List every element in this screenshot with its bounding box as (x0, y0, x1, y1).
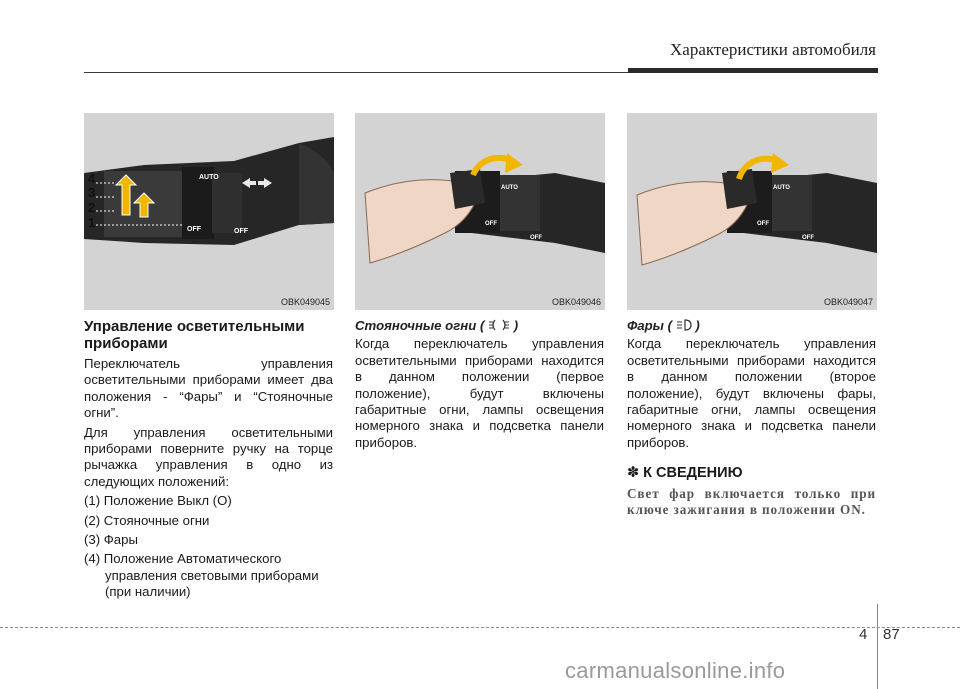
header-rule-accent (628, 68, 878, 73)
off-label: OFF (485, 221, 497, 227)
column-lighting-control (84, 318, 333, 601)
heading-text: Стояночные огни ( (355, 318, 485, 333)
position-3-label: 3 (88, 185, 96, 200)
off-label-2: OFF (234, 228, 248, 235)
page-number: 87 (883, 626, 900, 643)
column-parking-lights (355, 318, 604, 454)
watermark: carmanualsonline.info (565, 658, 786, 683)
page-header-title: Характеристики автомобиля (670, 40, 876, 59)
parking-lights-icon (488, 318, 510, 332)
auto-label: AUTO (199, 174, 219, 181)
position-1-label: 1 (88, 215, 96, 230)
headlamp-icon (676, 318, 692, 332)
list-item-continuation: (при наличии) (105, 584, 191, 600)
section-heading: Управление осветительными приборами (84, 318, 305, 352)
off-label-2: OFF (530, 235, 542, 241)
figure-lever-positions (84, 113, 334, 310)
figure-parking-lights (355, 113, 605, 310)
off-label: OFF (757, 221, 769, 227)
footer-divider (877, 604, 878, 689)
subsection-heading (355, 318, 604, 334)
note-body: Свет фар включается только при ключе зажигания в положении ON. (627, 485, 876, 518)
off-label: OFF (187, 226, 201, 233)
paragraph: Когда переключатель управления осветительными приборами находится в данном положении (первое положение), будут включены габаритные огни, лампы освещения номерного знака и подсветка панели приборов. (355, 336, 604, 450)
paragraph: Переключатель управления осветительными приборами имеет два положения - “Фары” и “Стояночные огни”. (84, 356, 333, 421)
paragraph: Для управления осветительными приборами поверните ручку на торце рычажка управления в одно из следующих положений: (84, 424, 333, 489)
list-item: (2) Стояночные огни (84, 512, 210, 528)
footer-rule (0, 627, 960, 628)
list-item-continuation: управления световыми приборами (105, 567, 319, 583)
position-4-label: 4 (88, 171, 96, 186)
auto-label: AUTO (773, 185, 790, 191)
figure-code: OBK049046 (551, 297, 601, 307)
list-item: (4) Положение Автоматического (84, 551, 282, 567)
list-item: (3) Фары (84, 532, 138, 548)
heading-text-end: ) (695, 318, 700, 333)
list-item: (1) Положение Выкл (O) (84, 493, 232, 509)
note-title: ✽ К СВЕДЕНИЮ (627, 465, 743, 482)
figure-code: OBK049047 (823, 297, 873, 307)
column-headlamps (627, 318, 876, 521)
figure-code: OBK049045 (280, 297, 330, 307)
lever-illustration (84, 113, 334, 310)
auto-label: AUTO (501, 185, 518, 191)
position-2-label: 2 (88, 200, 96, 215)
heading-text-end: ) (513, 318, 519, 333)
off-label-2: OFF (802, 235, 814, 241)
figure-headlamps (627, 113, 877, 310)
chapter-number: 4 (859, 626, 868, 643)
heading-text: Фары ( (627, 318, 673, 333)
hand-turning-lever-illustration (627, 113, 877, 310)
paragraph: Когда переключатель управления осветительными приборами находится в данном положении (второе положение), будут включены фары, габаритные огни, лампы освещения номерного знака и подсветка панели приборов. (627, 336, 876, 450)
subsection-heading (627, 318, 876, 334)
hand-turning-lever-illustration (355, 113, 605, 310)
